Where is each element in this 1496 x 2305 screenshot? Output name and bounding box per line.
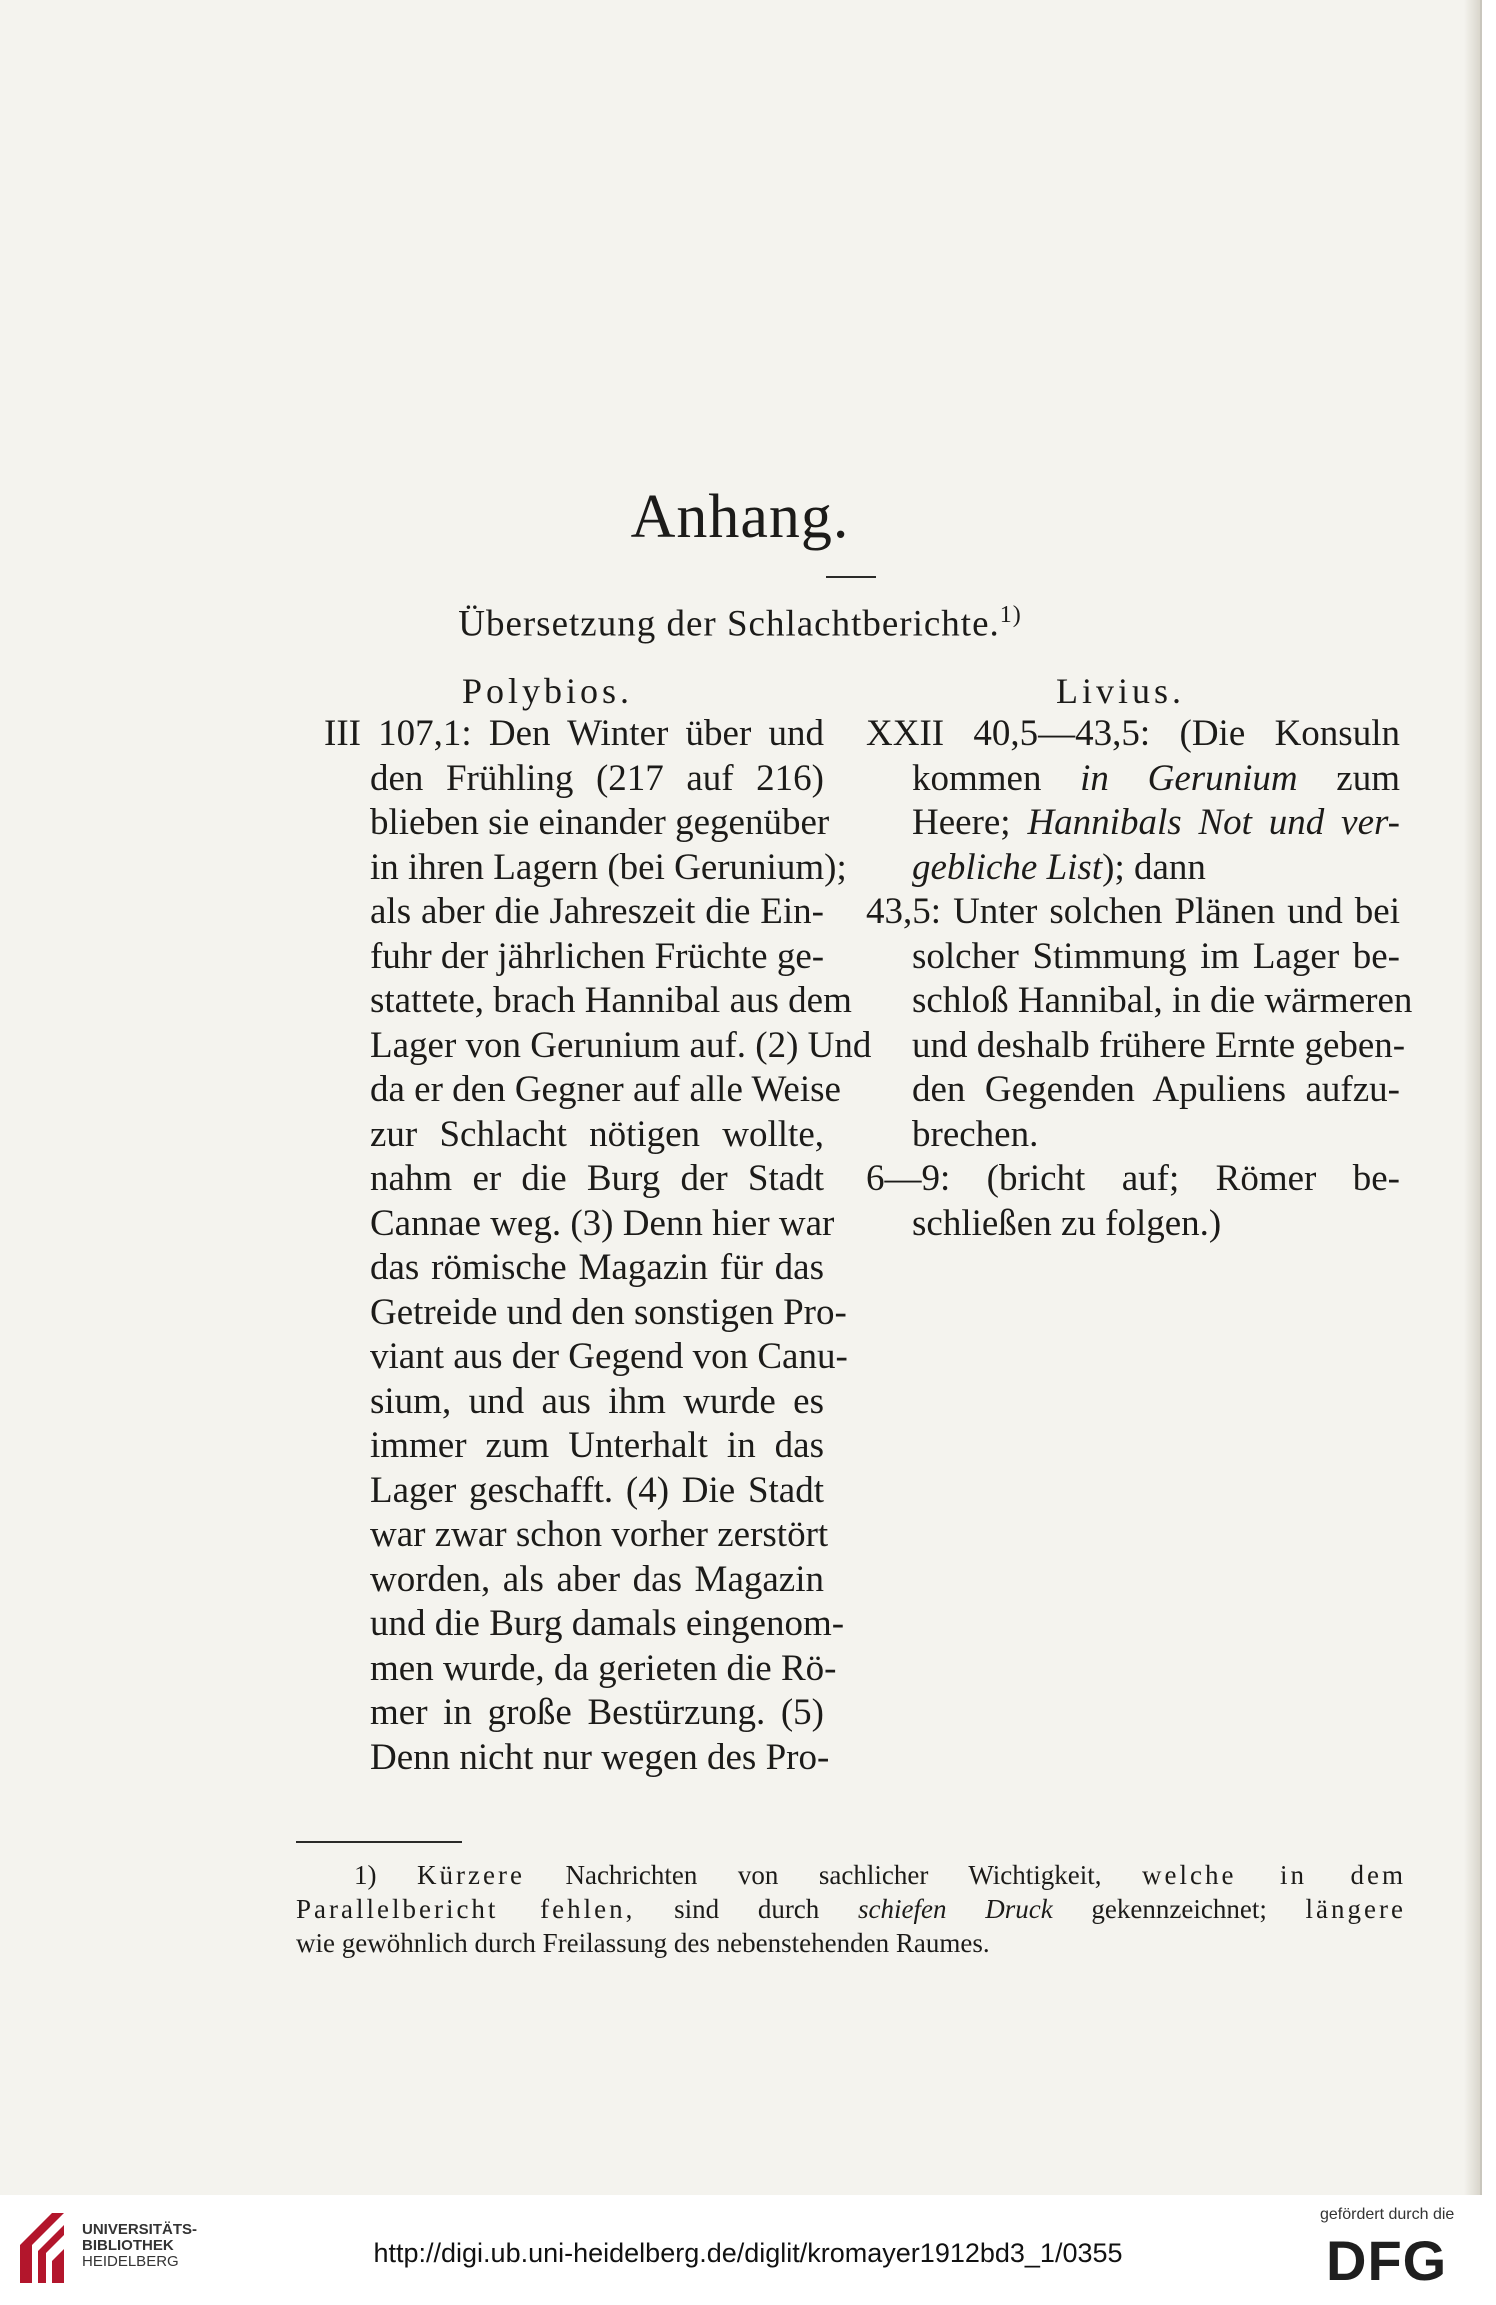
livius-line: schließen zu folgen.) [912, 1202, 1222, 1244]
livius-line: und deshalb frühere Ernte geben- [912, 1024, 1406, 1066]
permalink-url[interactable]: http://digi.ub.uni-heidelberg.de/diglit/kromayer1912bd3_1/0355 [373, 2238, 1123, 2268]
footnote-line [296, 1858, 1406, 1892]
polybios-line: Lager von Gerunium auf. (2) Und [370, 1024, 872, 1066]
polybios-line: stattete, brach Hannibal aus dem [370, 980, 852, 1021]
footnote-spaced-text: Parallelbericht fehlen, [296, 1894, 636, 1924]
livius-line: schloß Hannibal, in die wärmeren [912, 980, 1413, 1021]
polybios-line: men wurde, da gerieten die Rö- [370, 1647, 837, 1689]
polybios-line: da er den Gegner auf alle Weise [370, 1069, 841, 1110]
livius-line: brechen. [912, 1113, 1039, 1155]
footnote-rule [296, 1841, 462, 1843]
livius-text: zum [1297, 757, 1401, 799]
polybios-line: immer zum Unterhalt in das [370, 1425, 824, 1466]
dfg-logo: DFG [1326, 2229, 1448, 2292]
polybios-line: den Frühling (217 auf 216) [370, 757, 824, 799]
footnote-italic-text: schiefen Druck [858, 1894, 1053, 1924]
polybios-line: viant aus der Gegend von Canu- [370, 1336, 848, 1377]
library-name-line: UNIVERSITÄTS- [82, 2221, 198, 2238]
subheading-text: Übersetzung der Schlachtberichte. [458, 603, 1000, 645]
livius-line: 43,5: Unter solchen Plänen und bei [866, 891, 1400, 932]
polybios-column [324, 712, 872, 1780]
livius-text: Heere; [912, 802, 1028, 843]
livius-line: den Gegenden Apuliens aufzu- [912, 1069, 1400, 1110]
livius-text: kommen [912, 757, 1081, 799]
polybios-line: und die Burg damals eingenom- [370, 1603, 845, 1644]
livius-line: 6—9: (bricht auf; Römer be- [866, 1158, 1400, 1199]
footnote-line [296, 1892, 1406, 1926]
livius-line [912, 801, 1400, 846]
livius-text: ); dann [1102, 846, 1206, 888]
page-heading: Anhang. [630, 483, 850, 551]
polybios-line: das römische Magazin für das [370, 1247, 824, 1288]
footnote-spaced-text: welche in dem [1142, 1860, 1406, 1890]
page-spine-shadow [1464, 0, 1480, 2195]
footnote-text: Nachrichten von sachlicher Wichtigkeit, [524, 1860, 1143, 1890]
footnote-spaced-text: längere [1305, 1894, 1406, 1924]
polybios-line: Lager geschafft. (4) Die Stadt [370, 1469, 824, 1511]
livius-line: XXII 40,5—43,5: (Die Konsuln [866, 713, 1400, 754]
polybios-line: fuhr der jährlichen Früchte ge- [370, 935, 825, 977]
heading-rule [826, 576, 876, 578]
polybios-line: als aber die Jahreszeit die Ein- [370, 891, 824, 932]
polybios-line: nahm er die Burg der Stadt [370, 1158, 824, 1199]
library-name-line: BIBLIOTHEK [82, 2237, 174, 2254]
polybios-line: zur Schlacht nötigen wollte, [370, 1113, 824, 1155]
subheading-footnote-mark: 1) [999, 602, 1022, 628]
footnote-spaced-text: Kürzere [417, 1860, 525, 1890]
livius-italic-text: Hannibals Not und ver- [1027, 802, 1400, 843]
footnote-text: gekennzeichnet; [1052, 1894, 1306, 1924]
polybios-line: Denn nicht nur wegen des Pro- [370, 1736, 830, 1778]
polybios-line: Getreide und den sonstigen Pro- [370, 1291, 847, 1333]
livius-italic-text: gebliche List [912, 846, 1103, 888]
funded-by-label: gefördert durch die [1320, 2206, 1455, 2223]
polybios-line: war zwar schon vorher zerstört [370, 1514, 829, 1555]
library-name-line: HEIDELBERG [82, 2253, 179, 2270]
livius-line [912, 846, 1400, 891]
page-subheading [0, 602, 1480, 645]
polybios-line: in ihren Lagern (bei Gerunium); [370, 846, 847, 888]
left-column-title: Polybios. [462, 671, 634, 711]
livius-italic-text: in Gerunium [1080, 757, 1298, 799]
polybios-line: III 107,1: Den Winter über und [324, 713, 824, 754]
footnote-text: 1) [354, 1860, 418, 1890]
right-column-title: Livius. [1056, 671, 1186, 711]
livius-line: solcher Stimmung im Lager be- [912, 935, 1400, 977]
footnote [296, 1858, 1406, 1960]
polybios-line: worden, als aber das Magazin [370, 1558, 824, 1600]
livius-column [866, 712, 1413, 1246]
footnote-text: sind durch [635, 1894, 859, 1924]
polybios-line: sium, und aus ihm wurde es [370, 1380, 824, 1422]
polybios-line: Cannae weg. (3) Denn hier war [370, 1202, 835, 1244]
footnote-line: wie gewöhnlich durch Freilassung des nebenstehenden Raumes. [296, 1928, 990, 1958]
polybios-line: blieben sie einander gegenüber [370, 802, 830, 843]
polybios-line: mer in große Bestürzung. (5) [370, 1692, 824, 1733]
livius-line [912, 757, 1400, 802]
